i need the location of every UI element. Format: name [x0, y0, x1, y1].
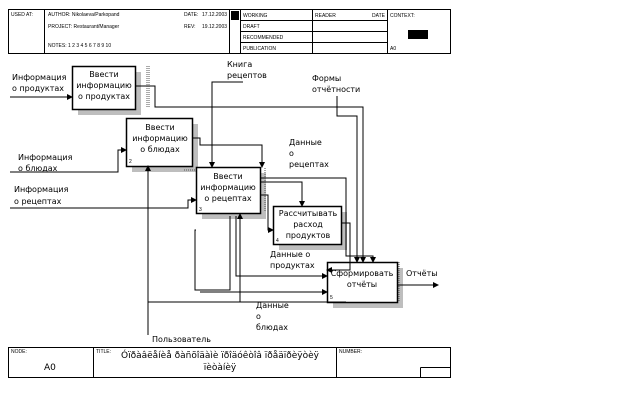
box4-line1: Рассчитывать [278, 209, 338, 218]
status-publication: PUBLICATION [243, 46, 276, 52]
label-recipe-data-2: о [289, 149, 294, 158]
reader-label: READER [315, 13, 336, 19]
label-info-products-2: о продуктах [12, 84, 65, 93]
box4-line2: расход [293, 220, 323, 229]
node-value: A0 [44, 363, 56, 373]
date-value: 17.12.2003 [202, 12, 228, 18]
activity-box-generate-reports[interactable] [328, 263, 404, 309]
label-dish-data-2: о [256, 312, 261, 321]
label-dish-data-1: Данные [256, 301, 289, 310]
label-recipe-book-1: Книга [227, 60, 253, 69]
date-label: DATE: [184, 12, 199, 18]
status-working: WORKING [243, 13, 268, 19]
box3-number: 3 [199, 207, 202, 213]
working-status-mark [231, 11, 239, 20]
label-info-recipes-2: о рецептах [14, 197, 62, 206]
box2-line3: о блюдах [140, 145, 180, 154]
number-label: NUMBER: [339, 349, 363, 355]
rev-value: 19.12.2003 [202, 24, 228, 30]
box1-line3: о продуктах [77, 92, 131, 101]
label-report-forms-2: отчётности [312, 85, 361, 94]
label-dish-data-3: блюдах [256, 323, 288, 332]
context-thumbnail [408, 30, 428, 39]
label-recipe-data-1: Данные [289, 138, 322, 147]
used-at-label: USED AT: [11, 12, 33, 18]
notes-text: NOTES: 1 2 3 4 5 6 7 8 9 10 [48, 43, 112, 49]
label-info-dishes-1: Информация [18, 153, 73, 162]
label-info-recipes-1: Информация [14, 185, 69, 194]
activity-box-enter-dishes[interactable] [127, 119, 199, 173]
label-recipe-book-2: рецептов [227, 71, 267, 80]
label-info-products-1: Информация [12, 73, 67, 82]
box5-line2: отчёты [346, 280, 378, 289]
title-label: TITLE: [96, 349, 112, 355]
label-info-dishes-2: о блюдах [18, 164, 58, 173]
box5-number: 5 [330, 295, 333, 301]
activity-box-calc-consumption[interactable] [274, 207, 348, 251]
project-text: PROJECT: Restaurant/Manager [48, 24, 120, 30]
box4-number: 4 [276, 238, 279, 244]
box3-line2: информацию [200, 183, 256, 192]
box1-line1: Ввести [89, 70, 119, 79]
arrow-user-box3 [148, 214, 240, 302]
activity-box-enter-recipes[interactable] [197, 168, 267, 220]
rev-label: REV: [184, 24, 196, 30]
label-reports: Отчёты [406, 269, 438, 278]
label-product-data-1: Данные о [270, 250, 311, 259]
label-product-data-2: продуктах [270, 261, 315, 270]
activity-box-enter-products[interactable] [73, 67, 142, 116]
context-label: CONTEXT: [390, 13, 415, 19]
arrow-recipe-data [261, 182, 302, 206]
box5-line1: Сформировать [330, 269, 394, 278]
status-draft: DRAFT [243, 24, 260, 30]
box2-number: 2 [129, 159, 132, 165]
diagram-title-line2: ïèòàíèÿ [203, 363, 237, 373]
label-recipe-data-3: рецептах [289, 160, 329, 169]
box1-line2: информацию [76, 81, 132, 90]
box4-line3: продуктов [285, 231, 331, 240]
date2-label: DATE [372, 13, 385, 19]
arrow-box2-output [193, 138, 262, 167]
box3-line1: Ввести [213, 172, 243, 181]
arrow-dish-data-loop [195, 216, 230, 290]
label-user: Пользователь [152, 335, 211, 344]
status-recommended: RECOMMENDED [243, 35, 284, 41]
box3-line3: о рецептах [204, 194, 252, 203]
box2-line2: информацию [132, 134, 188, 143]
box2-line1: Ввести [145, 123, 175, 132]
label-report-forms-1: Формы [312, 74, 342, 83]
node-label: NODE: [11, 349, 27, 355]
arrow-recipe-book [212, 82, 243, 167]
node-ref-text: A0 [390, 46, 397, 52]
diagram-title-line1: Óïðàâëåíèå ðàñõîäàìè ïðîäóêòîâ ïðåäïðèÿòèÿ [121, 351, 319, 361]
author-text: AUTHOR: Nikolaeva/Parkopand [48, 12, 120, 18]
